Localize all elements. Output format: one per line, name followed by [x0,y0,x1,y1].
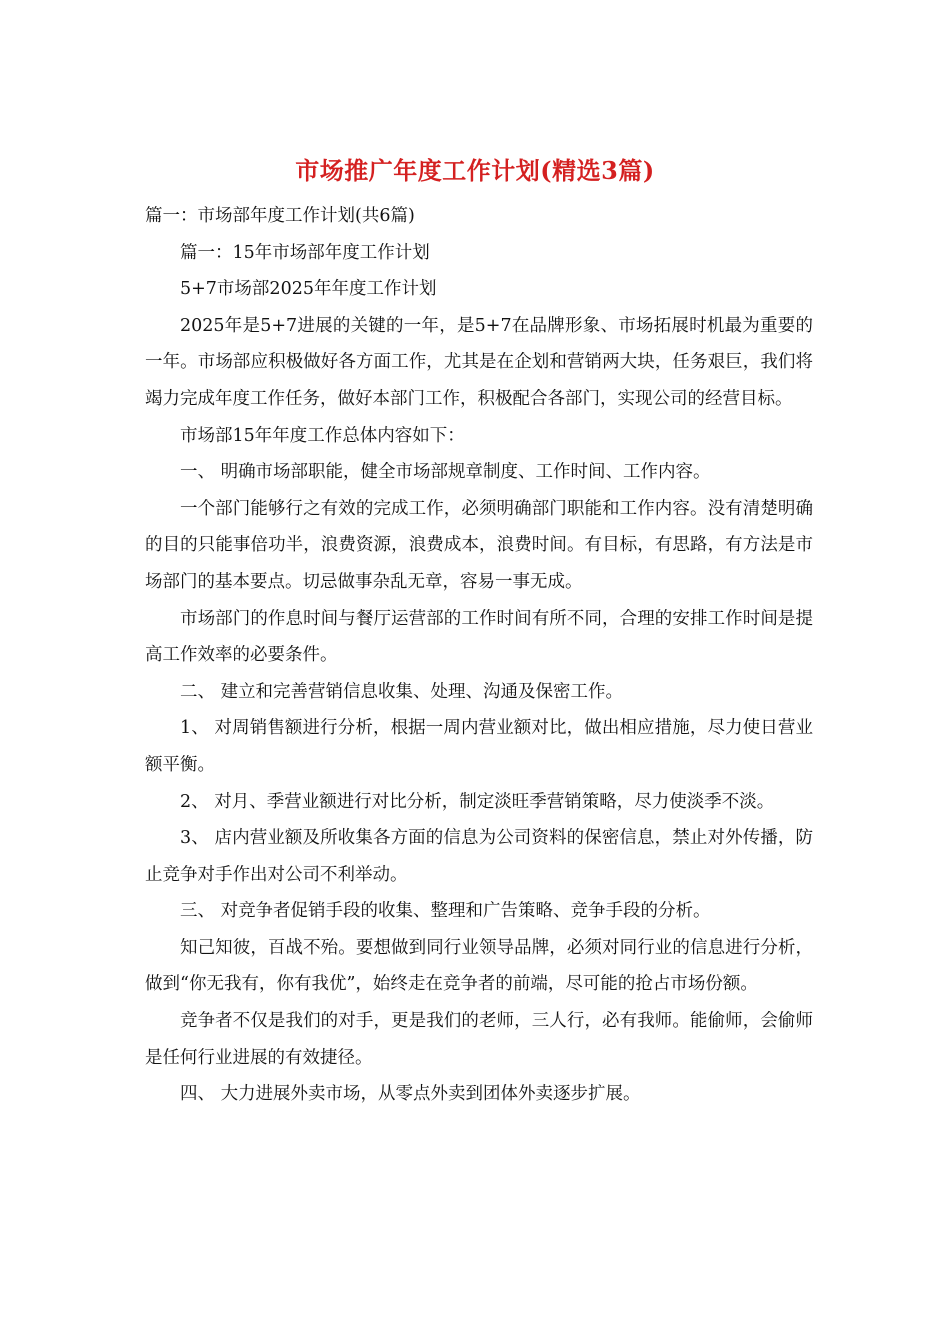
paragraph: 2025年是5+7进展的关键的一年，是5+7在品牌形象、市场拓展时机最为重要的一年。市场部应积极做好各方面工作，尤其是在企划和营销两大块，任务艰巨，我们将竭力完成年度工作任务，做好本部门工作，积极配合各部门，实现公司的经营目标。 [145,315,813,409]
paragraph: 竞争者不仅是我们的对手，更是我们的老师，三人行，必有我师。能偷师，会偷师是任何行业进展的有效捷径。 [145,1011,813,1068]
paragraph: 篇一：15年市场部年度工作计划 [180,242,430,263]
paragraph: 一个部门能够行之有效的完成工作，必须明确部门职能和工作内容。没有清楚明确的目的只能事倍功半，浪费资源，浪费成本，浪费时间。有目标，有思路，有方法是市场部门的基本要点。切忌做事杂乱无章，容易一事无成。 [145,498,813,592]
document-body [145,198,813,1113]
paragraph: 5+7市场部2025年年度工作计划 [180,279,437,300]
paragraph: 三、 对竞争者促销手段的收集、整理和广告策略、竞争手段的分析。 [180,901,711,922]
paragraph: 2、 对月、季营业额进行对比分析，制定淡旺季营销策略，尽力使淡季不淡。 [180,791,775,812]
paragraph: 二、 建立和完善营销信息收集、处理、沟通及保密工作。 [180,681,624,702]
paragraph: 1、 对周销售额进行分析，根据一周内营业额对比，做出相应措施，尽力使日营业额平衡。 [145,718,813,775]
paragraph: 市场部15年年度工作总体内容如下： [180,425,465,446]
paragraph: 四、 大力进展外卖市场，从零点外卖到团体外卖逐步扩展。 [180,1084,641,1105]
paragraph: 知己知彼，百战不殆。要想做到同行业领导品牌，必须对同行业的信息进行分析，做到“你无我有，你有我优”，始终走在竞争者的前端，尽可能的抢占市场份额。 [145,937,813,995]
paragraph: 市场部门的作息时间与餐厅运营部的工作时间有所不同，合理的安排工作时间是提高工作效率的必要条件。 [145,608,813,666]
paragraph: 篇一：市场部年度工作计划(共6篇) [145,206,415,226]
document-title: 市场推广年度工作计划(精选3篇) [295,156,655,185]
paragraph: 3、 店内营业额及所收集各方面的信息为公司资料的保密信息，禁止对外传播，防止竞争对手作出对公司不利举动。 [145,828,813,885]
paragraph: 一、 明确市场部职能，健全市场部规章制度、工作时间、工作内容。 [180,462,711,483]
